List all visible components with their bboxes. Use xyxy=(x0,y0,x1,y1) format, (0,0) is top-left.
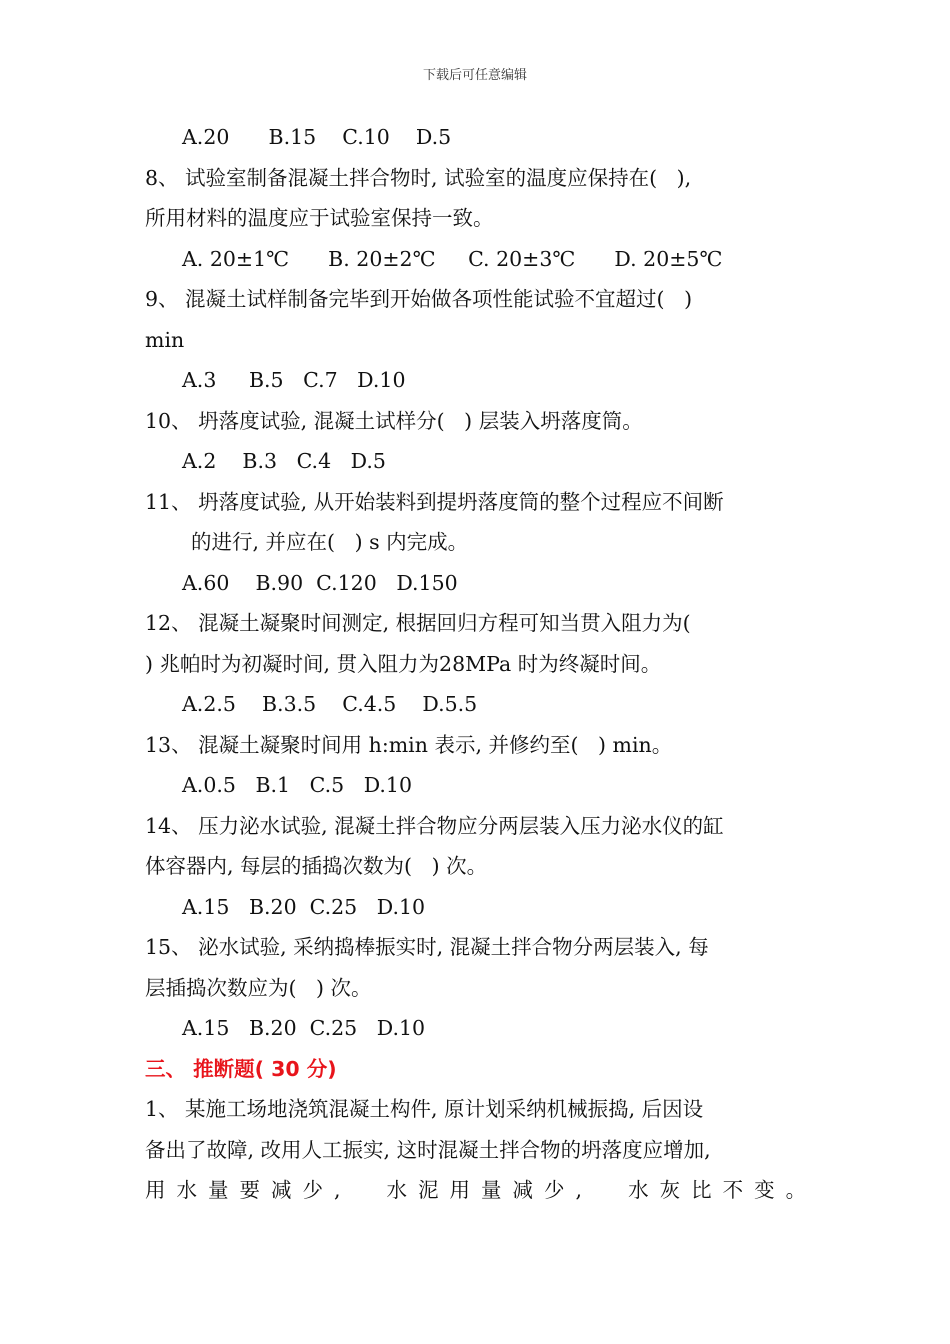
text-line: 10、 坍落度试验, 混凝土试样分( ) 层装入坍落度筒。 xyxy=(145,408,643,433)
section-heading: 三、 推断题( 30 分) xyxy=(145,1056,337,1081)
text-line: A.3 B.5 C.7 D.10 xyxy=(182,368,406,392)
text-line: A.2.5 B.3.5 C.4.5 D.5.5 xyxy=(182,692,478,716)
text-line: 1、 某施工场地浇筑混凝土构件, 原计划采纳机械振捣, 后因设 xyxy=(145,1097,704,1121)
text-line: 12、 混凝土凝聚时间测定, 根据回归方程可知当贯入阻力为( xyxy=(145,611,691,635)
text-line: A.15 B.20 C.25 D.10 xyxy=(182,894,426,919)
page-header: 下载后可任意编辑 xyxy=(422,68,527,83)
text-line: A. 20±1℃ B. 20±2℃ C. 20±3℃ D. 20±5℃ xyxy=(182,246,723,271)
document-body xyxy=(145,117,818,1211)
text-line: ) 兆帕时为初凝时间, 贯入阻力为28MPa 时为终凝时间。 xyxy=(145,651,662,676)
text-line: 15、 泌水试验, 采纳捣棒振实时, 混凝土拌合物分两层装入, 每 xyxy=(145,935,709,959)
text-line: A.15 B.20 C.25 D.10 xyxy=(182,1016,426,1040)
text-line: 11、 坍落度试验, 从开始装料到提坍落度筒的整个过程应不间断 xyxy=(145,489,724,514)
text-line: A.0.5 B.1 C.5 D.10 xyxy=(182,773,413,797)
text-line: 层插捣次数应为( ) 次。 xyxy=(145,975,372,1000)
text-line: 的进行, 并应在( ) s 内完成。 xyxy=(191,530,469,554)
text-line: 备出了故障, 改用人工振实, 这时混凝土拌合物的坍落度应增加, xyxy=(145,1137,711,1162)
text-line: A.60 B.90 C.120 D.150 xyxy=(182,570,458,595)
text-line: 用水量要减少, 水泥用量减少, 水灰比不变。 xyxy=(145,1178,818,1202)
text-line: A.20 B.15 C.10 D.5 xyxy=(182,125,452,149)
text-line: 14、 压力泌水试验, 混凝土拌合物应分两层装入压力泌水仪的缸 xyxy=(145,813,724,838)
text-line: 所用材料的温度应于试验室保持一致。 xyxy=(145,206,494,230)
text-line: 13、 混凝土凝聚时间用 h:min 表示, 并修约至( ) min。 xyxy=(145,732,673,757)
text-line: 体容器内, 每层的插捣次数为( ) 次。 xyxy=(145,854,488,878)
text-line: min xyxy=(145,327,185,352)
text-line: A.2 B.3 C.4 D.5 xyxy=(182,449,386,473)
text-line: 8、 试验室制备混凝土拌合物时, 试验室的温度应保持在( ), xyxy=(145,165,692,190)
text-line: 9、 混凝土试样制备完毕到开始做各项性能试验不宜超过( ) xyxy=(145,287,693,311)
